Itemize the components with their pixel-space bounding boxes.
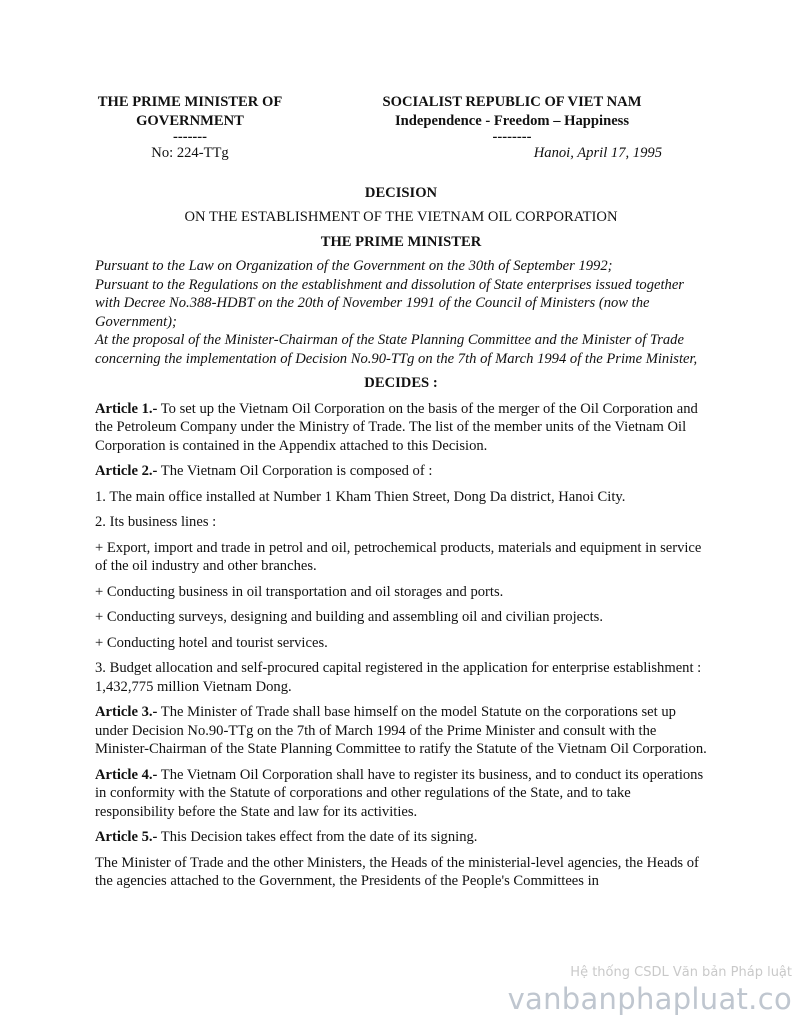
document-date: Hanoi, April 17, 1995 [533, 145, 662, 161]
article-text: To set up the Vietnam Oil Corporation on the basis of the merger of the Oil Corporation and the Petroleum Company under the Ministry of Trade. The list of the member units of the Vietnam Oil Corporation is contained in the Appendix attached to this Decision. [95, 400, 698, 454]
decides-heading: DECIDES : [364, 375, 438, 391]
document-header [95, 93, 707, 163]
watermark-line1: Hệ thống CSDL Văn bản Pháp luật [570, 965, 792, 980]
article-text: The Minister of Trade shall base himself on the model Statute on the corporations set up under Decision No.90-TTg on the 7th of March 1994 of the Prime Minister and consult with the Minister-Chairman of the State Planning Committee to ratify the Statute of the Vietnam Oil Corporation. [95, 704, 707, 757]
preamble-line: Pursuant to the Law on Organization of the Government on the 30th of September 1992; [95, 258, 613, 274]
document-title: DECISION [364, 184, 438, 201]
article-text: The Vietnam Oil Corporation is composed of : [157, 463, 433, 479]
motto-divider: -------- [492, 129, 532, 145]
article-item: + Export, import and trade in petrol and oil, petrochemical products, materials and equipment in service of the oil industry and other branches. [95, 539, 702, 574]
issuer-line2: GOVERNMENT [136, 112, 244, 129]
document-number: No: 224-TTg [151, 145, 229, 161]
watermark [508, 965, 792, 1017]
article-3 [95, 703, 707, 759]
article-4 [95, 766, 707, 822]
preamble-line: Pursuant to the Regulations on the establishment and dissolution of State enterprises issued together with Decree No.388-HDBT on the 20th of November 1991 of the Council of Ministers (now the Government); [95, 276, 684, 330]
article-text: The Vietnam Oil Corporation shall have to register its business, and to conduct its operations in conformity with the Statute of corporations and other regulations of the State, and to take responsibility before the State and law for its activities. [95, 766, 704, 820]
article-2 [95, 462, 707, 481]
issuer-block [70, 93, 310, 163]
article-label: Article 4.- [95, 766, 158, 783]
motto: Independence - Freedom – Happiness [394, 112, 630, 129]
article-item: + Conducting hotel and tourist services. [95, 634, 328, 651]
issuer-line1: THE PRIME MINISTER OF [97, 94, 283, 110]
article-label: Article 3.- [95, 704, 158, 720]
article-label: Article 5.- [95, 829, 158, 845]
issuer-divider: ------- [172, 129, 208, 145]
preamble-line: At the proposal of the Minister-Chairman of the State Planning Committee and the Minister of Trade concerning the implementation of Decision No.90-TTg on the 7th of March 1994 of the Prime Minister, [95, 332, 698, 367]
national-motto-block [362, 93, 662, 163]
article-item: + Conducting surveys, designing and building and assembling oil and civilian projects. [95, 609, 603, 625]
article-item: 3. Budget allocation and self-procured capital registered in the application for enterprise establishment : 1,432,775 million Vietnam Dong. [95, 660, 702, 695]
country-name: SOCIALIST REPUBLIC OF VIET NAM [382, 94, 642, 110]
issuer-title: THE PRIME MINISTER [320, 233, 482, 250]
article-label: Article 2.- [95, 463, 158, 479]
article-text: This Decision takes effect from the date of its signing. [157, 829, 478, 845]
article-1 [95, 400, 707, 456]
closing-paragraph: The Minister of Trade and the other Ministers, the Heads of the ministerial-level agencies, the Heads of the agencies attached to the Government, the Presidents of the People's Committees in [95, 854, 699, 889]
article-item: 1. The main office installed at Number 1 Kham Thien Street, Dong Da district, Hanoi City. [95, 488, 626, 505]
article-label: Article 1.- [95, 400, 158, 417]
preamble [95, 257, 707, 368]
document-subtitle: ON THE ESTABLISHMENT OF THE VIETNAM OIL CORPORATION [184, 209, 618, 225]
article-item: + Conducting business in oil transportation and oil storages and ports. [95, 583, 504, 600]
watermark-site: vanbanphapluat.co [507, 982, 792, 1016]
article-5 [95, 828, 707, 847]
document-page [95, 93, 707, 891]
article-item: 2. Its business lines : [95, 514, 217, 530]
